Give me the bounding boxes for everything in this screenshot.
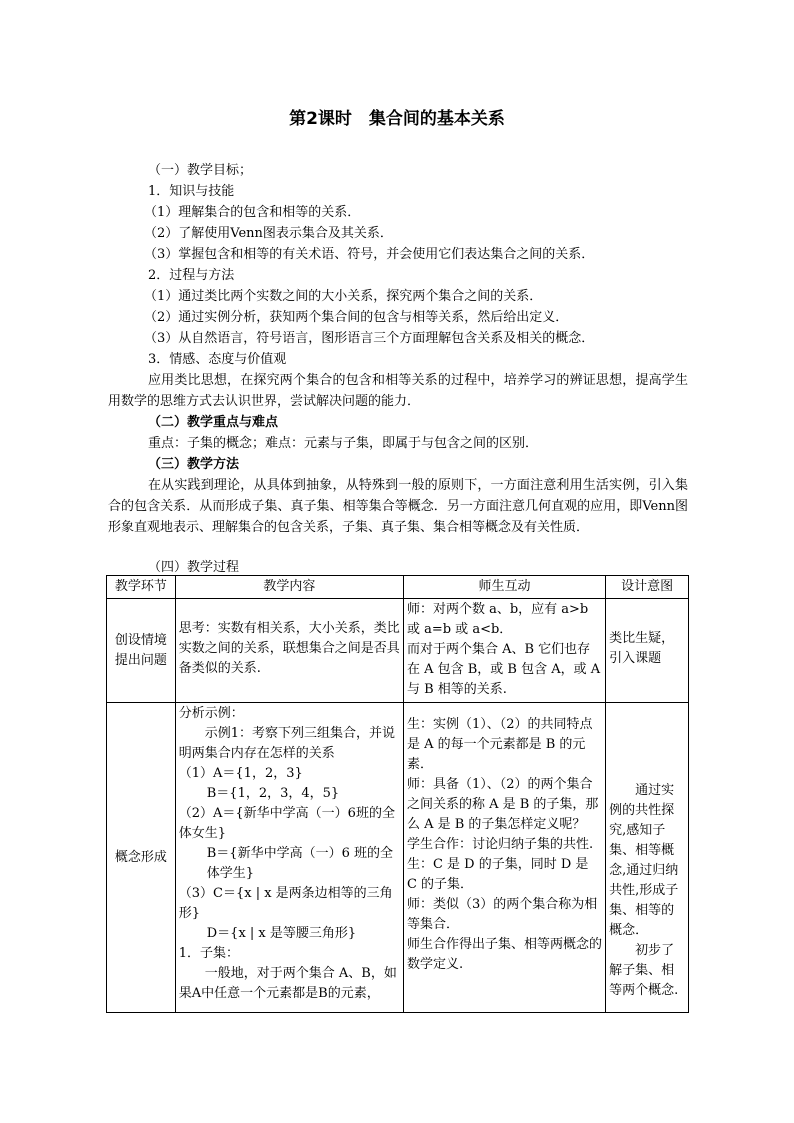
section-objectives: （一）教学目标； <box>148 163 253 178</box>
keypoints-text: 重点：子集的概念；难点：元素与子集，即属于与包含之间的区别． <box>148 436 539 451</box>
interaction-line: 师生合作得出子集、相等两概念的数学定义. <box>406 937 602 972</box>
body-text <box>108 160 688 538</box>
interaction-line: 师：具备（1）、（2）的两个集合之间关系的称 A 是 B 的子集，那么 A 是 B 的子集怎样定义呢？ <box>406 777 599 832</box>
content-line: 1．子集： <box>178 946 240 961</box>
stage-cell: 创设情境提出问题 <box>107 599 176 703</box>
section-process-heading: （四）教学过程 <box>148 560 240 575</box>
intent-line: 初步了解子集、相等两个概念. <box>609 943 679 998</box>
interaction-line: 生：实例（1）、（2）的共同特点是 A 的每一个元素都是 B 的元素． <box>406 717 593 772</box>
process-item-3: （3）从自然语言，符号语言，图形语言三个方面理解包含关系及相关的概念． <box>144 331 595 346</box>
page-title: 第2课时 集合间的基本关系 <box>289 109 505 129</box>
lesson-table <box>106 575 689 1013</box>
intent-cell: 类比生疑，引入课题 <box>606 599 689 703</box>
interaction-line: 而对于两个集合 A、B 它们也存在 A 包含 B，或 B 包含 A，或 A 与 B 相等的关系. <box>406 642 601 697</box>
content-line: 分析示例： <box>178 706 244 721</box>
content-line: （2）A＝{新华中学高（一）6班的全体女生} <box>178 806 395 841</box>
knowledge-item-1: （1）理解集合的包含和相等的关系． <box>144 205 361 220</box>
content-cell <box>175 703 403 1013</box>
interaction-cell <box>403 599 605 703</box>
content-line: B＝{新华中学高（一）6 班的全体学生} <box>206 846 393 881</box>
header-content: 教学内容 <box>175 576 403 599</box>
section-keypoints: （二）教学重点与难点 <box>148 415 279 430</box>
subsection-knowledge: 1．知识与技能 <box>148 184 235 199</box>
table-header-row <box>107 576 689 599</box>
methods-paragraph: 在从实践到理论，从具体到抽象，从特殊到一般的原则下，一方面注意利用生活实例，引入集合的包含关系．从而形成子集、真子集、相等集合等概念．另一方面注意几何直观的应用，即Venn图形象直观地表示、理解集合的包含关系，子集、真子集、集合相等概念及有关性质． <box>108 478 688 535</box>
table-row <box>107 599 689 703</box>
process-item-1: （1）通过类比两个实数之间的大小关系，探究两个集合之间的关系． <box>144 289 543 304</box>
interaction-line: 师：类似（3）的两个集合称为相等集合． <box>406 897 598 932</box>
knowledge-item-2: （2）了解使用Venn图表示集合及其关系． <box>144 226 393 241</box>
process-item-2: （2）通过实例分析，获知两个集合间的包含与相等关系，然后给出定义． <box>144 310 569 325</box>
interaction-line: 学生合作：讨论归纳子集的共性. <box>406 837 594 852</box>
interaction-cell <box>403 703 605 1013</box>
attitude-paragraph: 应用类比思想，在探究两个集合的包含和相等关系的过程中，培养学习的辨证思想，提高学生用数学的思维方式去认识世界，尝试解决问题的能力． <box>108 373 688 409</box>
content-line: 一般地，对于两个集合 A、B，如果A中任意一个元素都是B的元素， <box>178 966 397 1001</box>
content-line: 示例1：考察下列三组集合，并说明两集合内存在怎样的关系 <box>178 726 396 761</box>
intent-cell <box>606 703 689 1013</box>
knowledge-item-3: （3）掌握包含和相等的有关术语、符号，并会使用它们表达集合之间的关系． <box>144 247 595 262</box>
content-line: D＝{x | x 是等腰三角形} <box>206 926 357 941</box>
subsection-process: 2．过程与方法 <box>148 268 235 283</box>
table-row <box>107 703 689 1013</box>
content-line: （3）C＝{x | x 是两条边相等的三角形} <box>178 886 393 921</box>
header-interaction: 师生互动 <box>403 576 605 599</box>
content-line: （1）A＝{1，2，3} <box>178 766 303 781</box>
subsection-attitude: 3．情感、态度与价值观 <box>148 352 287 367</box>
content-line: B＝{1，2，3，4，5} <box>206 786 340 801</box>
content-cell: 思考：实数有相关系，大小关系，类比实数之间的关系，联想集合之间是否具备类似的关系. <box>175 599 403 703</box>
interaction-line: 师：对两个数 a、b，应有 a>b 或 a=b 或 a<b． <box>406 602 589 637</box>
header-intent: 设计意图 <box>606 576 689 599</box>
intent-line: 通过实例的共性探究,感知子集、相等概念,通过归纳共性,形成子集、相等的概念． <box>609 783 679 938</box>
section-methods: （三）教学方法 <box>148 457 240 472</box>
interaction-line: 生：C 是 D 的子集，同时 D 是 C 的子集． <box>406 857 589 892</box>
stage-cell: 概念形成 <box>107 703 176 1013</box>
header-stage: 教学环节 <box>107 576 176 599</box>
